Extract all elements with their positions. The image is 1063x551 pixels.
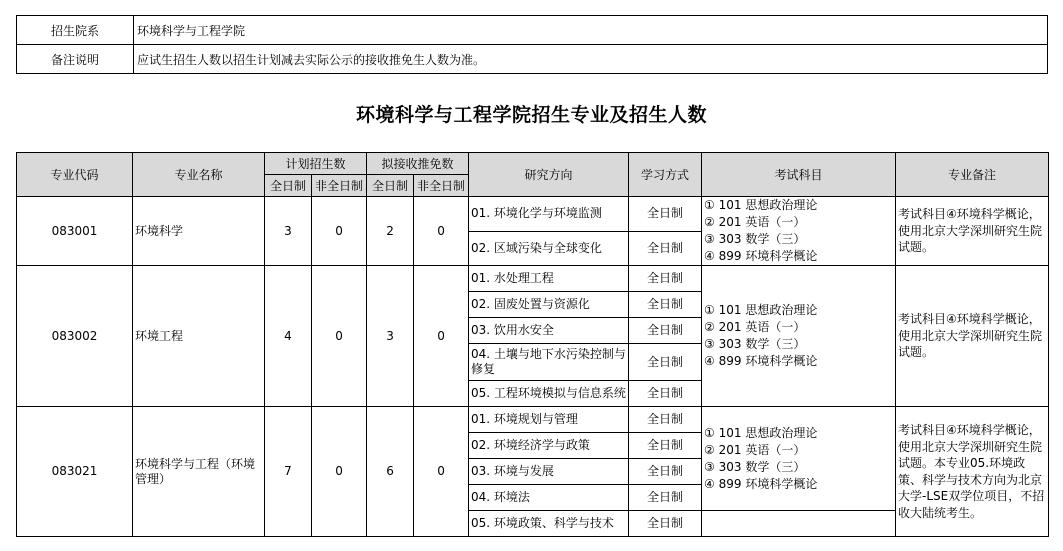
exam-subject: ④ 899 环境科学概论 (704, 354, 818, 368)
exam-subject: ① 101 思想政治理论 (704, 303, 818, 317)
exam-subject: ② 201 英语（一） (704, 320, 806, 334)
major-note: 考试科目④环境科学概论，使用北京大学深圳研究生院试题。 (896, 197, 1049, 266)
header-plan-fulltime: 全日制 (265, 175, 312, 197)
rec-fulltime: 6 (367, 407, 414, 537)
plan-parttime: 0 (312, 407, 367, 537)
exam-subject: ③ 303 数学（三） (704, 337, 806, 351)
direction: 05. 环境政策、科学与技术 (469, 511, 629, 537)
study-mode: 全日制 (629, 511, 702, 537)
study-mode: 全日制 (629, 318, 702, 344)
major-name: 环境科学 (133, 197, 265, 266)
exam-subject: ② 201 英语（一） (704, 215, 806, 229)
direction: 02. 固废处置与资源化 (469, 292, 629, 318)
major-note: 考试科目④环境科学概论，使用北京大学深圳研究生院试题。 (896, 266, 1049, 407)
info-value-remarks: 应试生招生人数以招生计划减去实际公示的接收推免生人数为准。 (134, 45, 1048, 74)
study-mode: 全日制 (629, 344, 702, 381)
study-mode: 全日制 (629, 381, 702, 407)
plan-parttime: 0 (312, 266, 367, 407)
rec-fulltime: 3 (367, 266, 414, 407)
major-name: 环境科学与工程（环境管理） (133, 407, 265, 537)
table-row (17, 197, 1049, 232)
exam-subject: ③ 303 数学（三） (704, 459, 806, 474)
direction: 04. 环境法 (469, 485, 629, 511)
header-plan-parttime: 非全日制 (312, 175, 367, 197)
major-code: 083021 (17, 407, 133, 537)
info-row-remarks (17, 45, 1048, 74)
direction: 01. 水处理工程 (469, 266, 629, 292)
table-row (17, 407, 1049, 433)
header-exam: 考试科目 (702, 153, 896, 197)
header-rec-parttime: 非全日制 (414, 175, 469, 197)
plan-fulltime: 4 (265, 266, 312, 407)
header-note: 专业备注 (896, 153, 1049, 197)
direction: 02. 环境经济学与政策 (469, 433, 629, 459)
major-code: 083001 (17, 197, 133, 266)
study-mode: 全日制 (629, 197, 702, 232)
plan-fulltime: 7 (265, 407, 312, 537)
rec-parttime: 0 (414, 197, 469, 266)
info-value-department: 环境科学与工程学院 (134, 16, 1048, 45)
info-label-department: 招生院系 (17, 16, 134, 45)
exam-subject: ④ 899 环境科学概论 (704, 476, 818, 491)
page-title: 环境科学与工程学院招生专业及招生人数 (355, 104, 707, 126)
rec-parttime: 0 (414, 407, 469, 537)
info-row-department (17, 16, 1048, 45)
header-mode: 学习方式 (629, 153, 702, 197)
table-row (17, 266, 1049, 292)
direction: 02. 区域污染与全球变化 (469, 231, 629, 266)
study-mode: 全日制 (629, 266, 702, 292)
rec-parttime: 0 (414, 266, 469, 407)
info-table (16, 15, 1048, 74)
study-mode: 全日制 (629, 292, 702, 318)
admissions-table (16, 152, 1049, 537)
direction: 01. 环境规划与管理 (469, 407, 629, 433)
study-mode: 全日制 (629, 485, 702, 511)
direction: 04. 土壤与地下水污染控制与修复 (469, 344, 629, 381)
exam-subject: ② 201 英语（一） (704, 442, 806, 457)
exam-subject: ① 101 思想政治理论 (704, 425, 818, 440)
header-rec-fulltime: 全日制 (367, 175, 414, 197)
exam-subjects (702, 407, 896, 511)
exam-subjects (702, 197, 896, 266)
info-label-remarks: 备注说明 (17, 45, 134, 74)
direction: 03. 环境与发展 (469, 459, 629, 485)
major-code: 083002 (17, 266, 133, 407)
rec-fulltime: 2 (367, 197, 414, 266)
header-recommend: 拟接收推免数 (367, 153, 469, 175)
major-note: 考试科目④环境科学概论，使用北京大学深圳研究生院试题。本专业05.环境政策、科学与技术方向为北京大学-LSE双学位项目，不招收大陆统考生。 (896, 407, 1049, 537)
direction: 01. 环境化学与环境监测 (469, 197, 629, 232)
exam-subject: ④ 899 环境科学概论 (704, 249, 818, 263)
direction: 03. 饮用水安全 (469, 318, 629, 344)
exam-subjects (702, 266, 896, 407)
header-direction: 研究方向 (469, 153, 629, 197)
study-mode: 全日制 (629, 433, 702, 459)
study-mode: 全日制 (629, 407, 702, 433)
header-plan: 计划招生数 (265, 153, 367, 175)
study-mode: 全日制 (629, 231, 702, 266)
plan-fulltime: 3 (265, 197, 312, 266)
study-mode: 全日制 (629, 459, 702, 485)
exam-subjects-empty (702, 511, 896, 537)
header-code: 专业代码 (17, 153, 133, 197)
major-name: 环境工程 (133, 266, 265, 407)
header-name: 专业名称 (133, 153, 265, 197)
exam-subject: ① 101 思想政治理论 (704, 198, 818, 212)
direction: 05. 工程环境模拟与信息系统 (469, 381, 629, 407)
plan-parttime: 0 (312, 197, 367, 266)
exam-subject: ③ 303 数学（三） (704, 232, 806, 246)
header-row-1 (17, 153, 1049, 175)
